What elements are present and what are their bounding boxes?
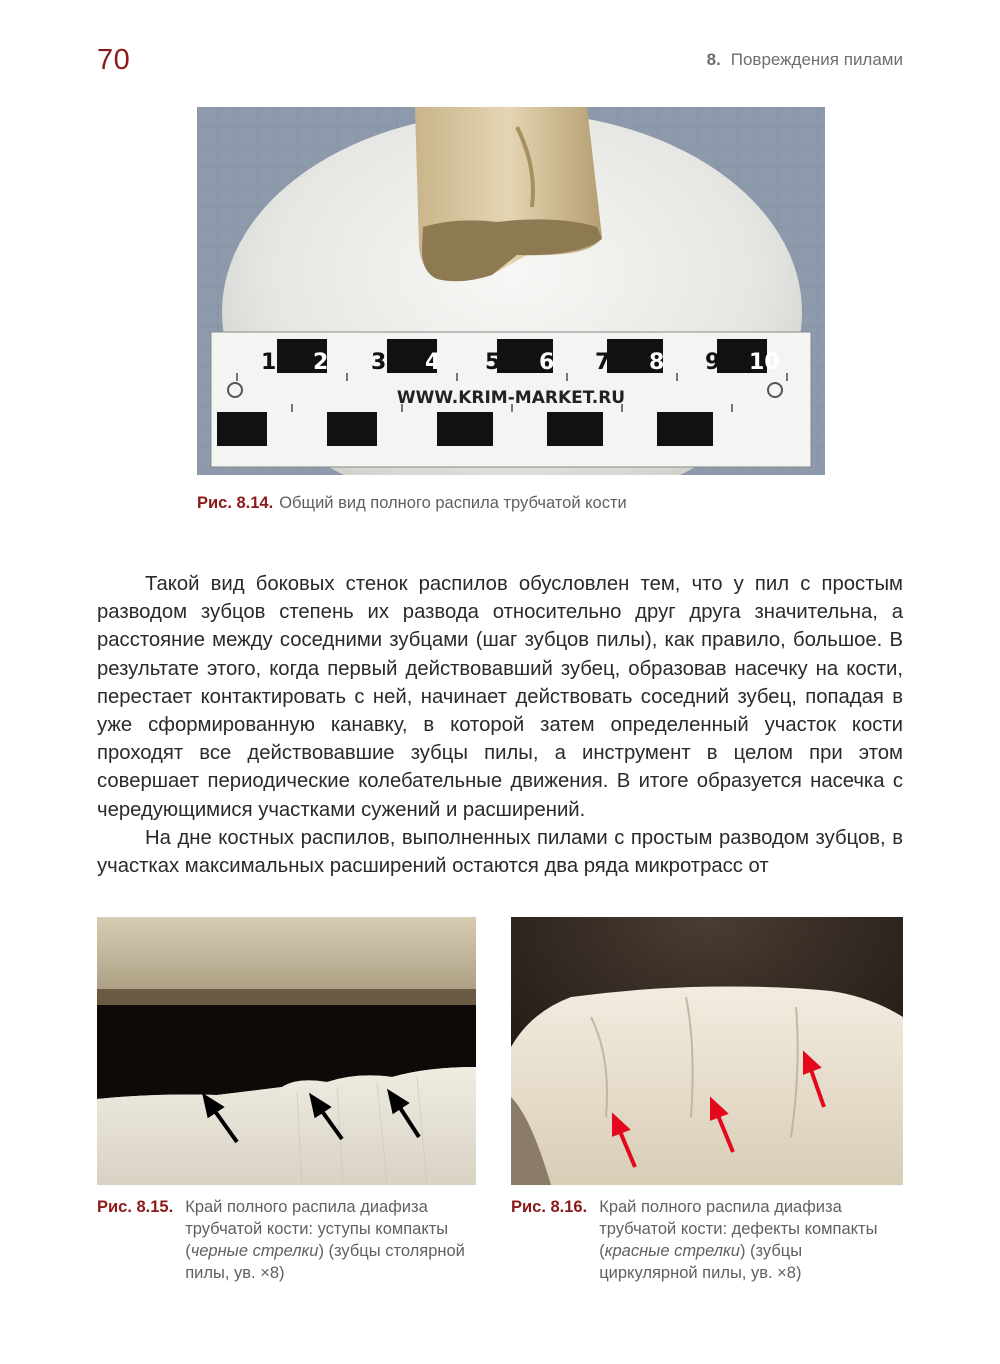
paragraph: Такой вид боковых стенок распилов обусловлен тем, что у пил с простым разводом зубцов степень их развода относительно друг друга значительна, а расстояние между соседними зубцами (шаг зубцов пилы), как правило, большое. В результате этого, когда первый действовавший зубец, образовав насечку на кости, перестает контактировать с ней, начинает действовать соседний зубец, попадая в уже сформированную канавку, в которой затем определенный участок кости проходят все действовавшие зубцы пилы, а инструмент в целом при этом совершает периодические колебательные движения. В итоге образуется насечка с чередующимися участками сужений и расширений. <box>97 573 903 821</box>
ruler-number: 2 <box>313 350 329 375</box>
caption-text <box>185 1196 477 1284</box>
figure-8-16-photo <box>511 917 903 1185</box>
figure-label: Рис. 8.16. <box>511 1198 588 1216</box>
paragraph: На дне костных распилов, выполненных пилами с простым разводом зубцов, в участках максимальных расширений остаются два ряда микротрасс от <box>97 826 903 878</box>
running-header <box>707 50 903 70</box>
caption-text: Общий вид полного распила трубчатой кости <box>279 494 627 512</box>
figure-label: Рис. 8.15. <box>97 1198 174 1216</box>
ruler-url: WWW.KRIM-MARKET.RU <box>396 388 626 408</box>
ruler-number: 3 <box>371 350 387 375</box>
figure-8-14-photo <box>197 107 825 475</box>
ruler-number: 8 <box>649 350 665 375</box>
caption-part: Край полного распила диафиза трубчатой кости: уступы компакты ( <box>185 1198 449 1260</box>
ruler-number: 1 <box>261 350 277 375</box>
ruler-number: 7 <box>595 350 611 375</box>
figure-8-16-caption <box>511 1196 903 1284</box>
ruler-number: 5 <box>485 350 501 375</box>
caption-part: ) (зубцы столярной пилы, ув. ×8) <box>185 1242 465 1282</box>
chapter-number: 8. <box>706 50 721 69</box>
caption-part: ) (зубцы циркулярной пилы, ув. ×8) <box>599 1242 803 1282</box>
body-text <box>97 570 903 880</box>
caption-italic: черные стрелки <box>190 1242 319 1260</box>
ruler-number: 4 <box>425 350 441 375</box>
page-number: 70 <box>97 44 131 76</box>
ruler-number: 10 <box>749 350 780 375</box>
ruler-number: 9 <box>705 350 721 375</box>
figure-label: Рис. 8.14. <box>197 494 274 512</box>
caption-part: Край полного распила диафиза трубчатой кости: дефекты компакты ( <box>599 1198 878 1260</box>
caption-text <box>599 1196 903 1284</box>
caption-italic: красные стрелки <box>604 1242 740 1260</box>
figure-8-15-caption <box>97 1196 477 1284</box>
ruler-number: 6 <box>539 350 555 375</box>
chapter-title: Повреждения пилами <box>730 50 903 69</box>
figure-8-15-photo <box>97 917 476 1185</box>
figure-8-14-caption <box>197 494 837 513</box>
